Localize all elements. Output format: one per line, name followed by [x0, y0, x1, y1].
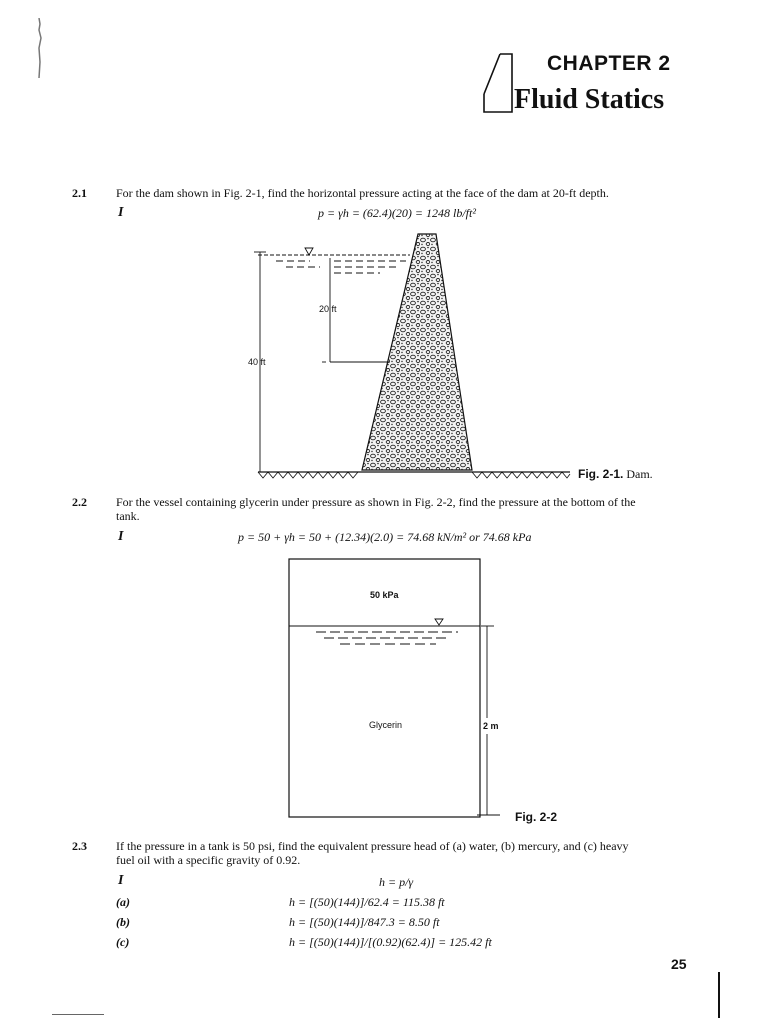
chapter-label: CHAPTER 2 — [547, 52, 671, 75]
solution-bullet: I — [118, 529, 124, 544]
solution-equation: p = 50 + γh = 50 + (12.34)(2.0) = 74.68 kN/m² or 74.68 kPa — [238, 530, 532, 544]
problem-text: For the dam shown in Fig. 2-1, find the horizontal pressure acting at the face of the dam at 20-ft depth. — [116, 186, 609, 200]
figure-caption — [515, 810, 557, 825]
part-label: (a) — [116, 895, 130, 909]
tank-figure — [288, 558, 513, 827]
figure-caption-number: Fig. 2-2 — [515, 810, 558, 824]
solution-equation: p = γh = (62.4)(20) = 1248 lb/ft² — [318, 206, 476, 220]
solution-equation: h = p/γ — [379, 875, 414, 889]
problem-text-line1: For the vessel containing glycerin under pressure as shown in Fig. 2-2, find the pressure at the bottom of the — [116, 495, 636, 509]
figure-caption — [578, 467, 653, 482]
fluid-label: Glycerin — [369, 720, 403, 730]
figure-caption-text: Dam. — [626, 467, 653, 481]
part-equation: h = [(50)(144)]/62.4 = 115.38 ft — [289, 895, 445, 909]
chapter-title: Fluid Statics — [514, 84, 665, 115]
chapter-bracket-mark — [480, 52, 514, 119]
figure-caption-number: Fig. 2-1. — [578, 467, 624, 481]
part-equation: h = [(50)(144)]/847.3 = 8.50 ft — [289, 915, 440, 929]
depth-label: 20 ft — [319, 304, 337, 314]
solution-bullet: I — [118, 873, 124, 888]
liquid-level-marker — [435, 619, 443, 625]
part-label: (c) — [116, 935, 130, 949]
margin-rule — [718, 972, 720, 1018]
problem-number: 2.1 — [72, 186, 87, 200]
page-number: 25 — [671, 956, 687, 972]
height-label: 40 ft — [248, 357, 266, 367]
problem-number: 2.2 — [72, 495, 87, 509]
bottom-scan-line — [52, 1014, 104, 1015]
scan-edge-mark — [38, 18, 41, 78]
solution-bullet: I — [118, 205, 124, 220]
depth-label: 2 m — [483, 721, 499, 731]
dam-figure — [250, 228, 580, 485]
problem-number: 2.3 — [72, 839, 87, 853]
problem-text-line1: If the pressure in a tank is 50 psi, find the equivalent pressure head of (a) water, (b) mercury, and (c) heavy — [116, 839, 629, 853]
part-equation: h = [(50)(144)]/[(0.92)(62.4)] = 125.42 ft — [289, 935, 492, 949]
pressure-label: 50 kPa — [370, 590, 399, 600]
problem-text-line2: tank. — [116, 509, 140, 523]
dam-body — [362, 234, 472, 470]
water-level-marker — [305, 248, 313, 255]
problem-text-line2: fuel oil with a specific gravity of 0.92. — [116, 853, 301, 867]
part-label: (b) — [116, 915, 130, 929]
